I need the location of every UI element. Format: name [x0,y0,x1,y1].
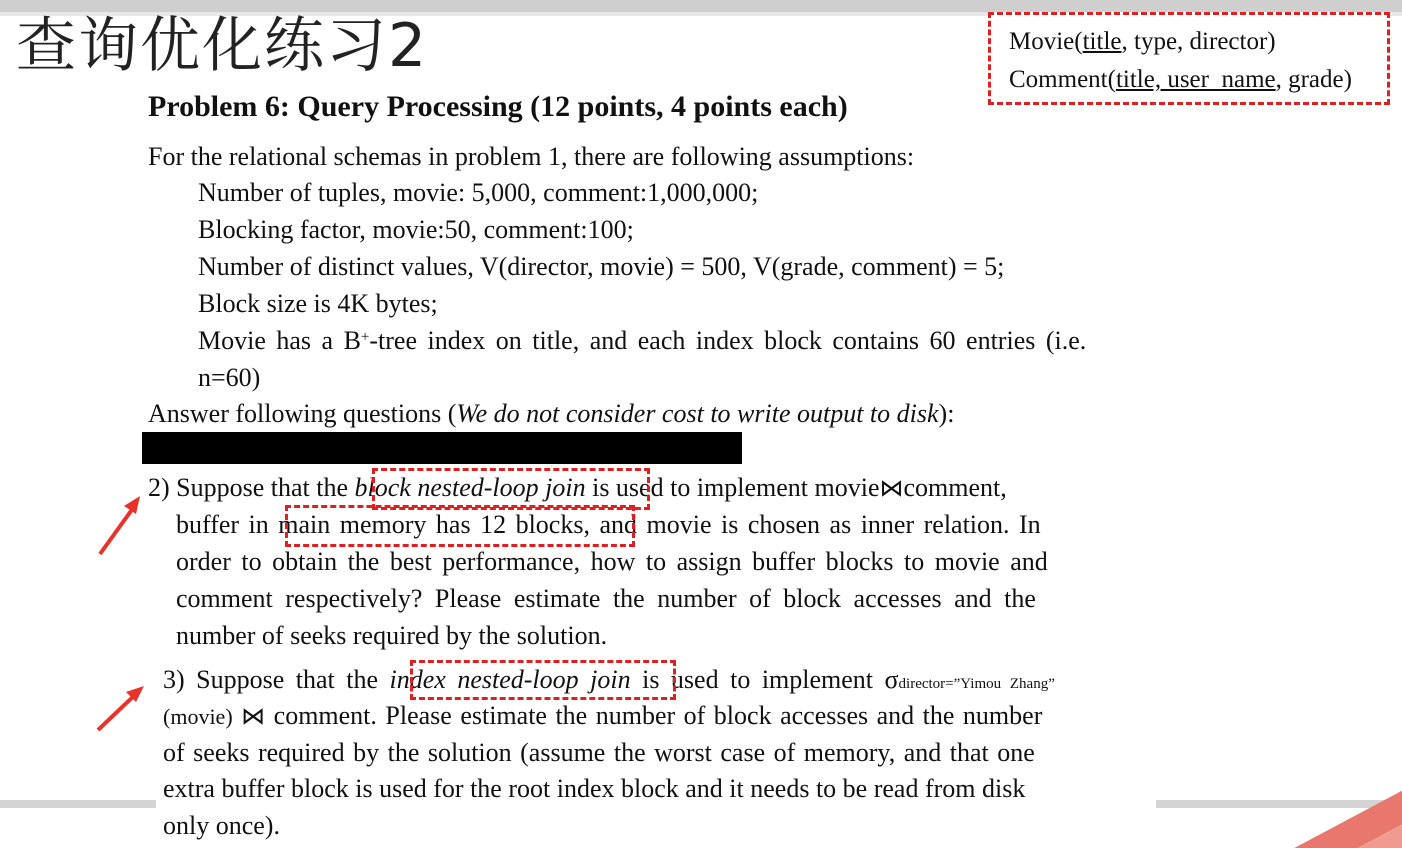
sigma-symbol: σ [884,665,899,694]
text-span: 3) Suppose that the [163,665,390,694]
text-span: comment. Please estimate the number of block accesses and the number [273,701,1043,730]
schema-key: title, user_name [1115,66,1276,93]
assumption-n: n=60) [198,363,261,392]
schema-name: Comment [1009,66,1108,93]
arrow-icon [90,490,150,560]
text-span: buffer in [176,510,279,539]
schema-key: title [1082,28,1122,55]
text-span: Answer following questions ( [148,399,457,428]
highlight-box-memory [285,505,635,547]
schema-box [988,12,1390,105]
text-span: and movie is chosen as inner relation. In [589,510,1041,539]
answer-instruction [148,397,954,431]
q2-line-5: number of seeks required by the solution. [176,621,608,650]
q2-line-3: order to obtain the best performance, how to assign buffer blocks to movie and [176,547,1048,576]
slide-title: 查询优化练习2 [16,11,429,81]
highlight-index-nested-loop-join: index nested-loop join [389,665,631,694]
q3-line-5: only once). [163,811,280,840]
arrow-icon [90,680,150,736]
movie-schema: Movie(title, type, director) [1009,28,1276,55]
superscript: + [360,329,370,345]
highlight-main-memory: main memory has 12 blocks, [278,510,590,539]
text-span: -tree index on title, and each index block contains 60 entries (i.e. [369,326,1087,355]
assumption-blocksize: Block size is 4K bytes; [198,289,438,318]
highlight-box-block-join [372,468,650,510]
italic-note: We do not consider cost to write output to disk [456,399,939,428]
assumption-index [198,324,1086,358]
text-span: is used to implement [630,665,885,694]
redacted-question [142,432,742,464]
text-span: is used to implement movie [585,473,880,502]
selection-condition: director=”Yimou Zhang” [898,676,1055,692]
assumption-blocking: Blocking factor, movie:50, comment:100; [198,215,634,244]
join-symbol: ⋈ [879,474,904,502]
text-span: Movie has a B [198,326,361,355]
highlight-block-nested-loop-join: block nested-loop join [354,473,586,502]
q3-line-4: extra buffer block is used for the root index block and it needs to be read from disk [163,774,1026,803]
problem-heading: Problem 6: Query Processing (12 points, 4 points each) [148,90,848,123]
problem-intro: For the relational schemas in problem 1, there are following assumptions: [148,142,915,171]
schema-attrs: , type, director) [1121,28,1276,55]
schema-attrs: , grade) [1275,66,1352,93]
text-span: comment, [903,473,1007,502]
schema-name: Movie [1009,28,1075,55]
q3-line-3: of seeks required by the solution (assume the worst case of memory, and that one [163,738,1035,767]
text-span: ): [938,399,955,428]
assumption-tuples: Number of tuples, movie: 5,000, comment:1,000,000; [198,178,759,207]
q3-line-2 [163,699,1042,734]
join-symbol: ⋈ [241,702,266,730]
highlight-box-index-join [410,660,676,700]
text-span: 2) Suppose that the [148,473,355,502]
q2-line-4: comment respectively? Please estimate the number of block accesses and the [176,584,1036,613]
text-span: (movie) [163,704,233,729]
assumption-distinct: Number of distinct values, V(director, movie) = 500, V(grade, comment) = 5; [198,252,1005,281]
comment-schema: Comment(title, user_name, grade) [1009,66,1352,93]
